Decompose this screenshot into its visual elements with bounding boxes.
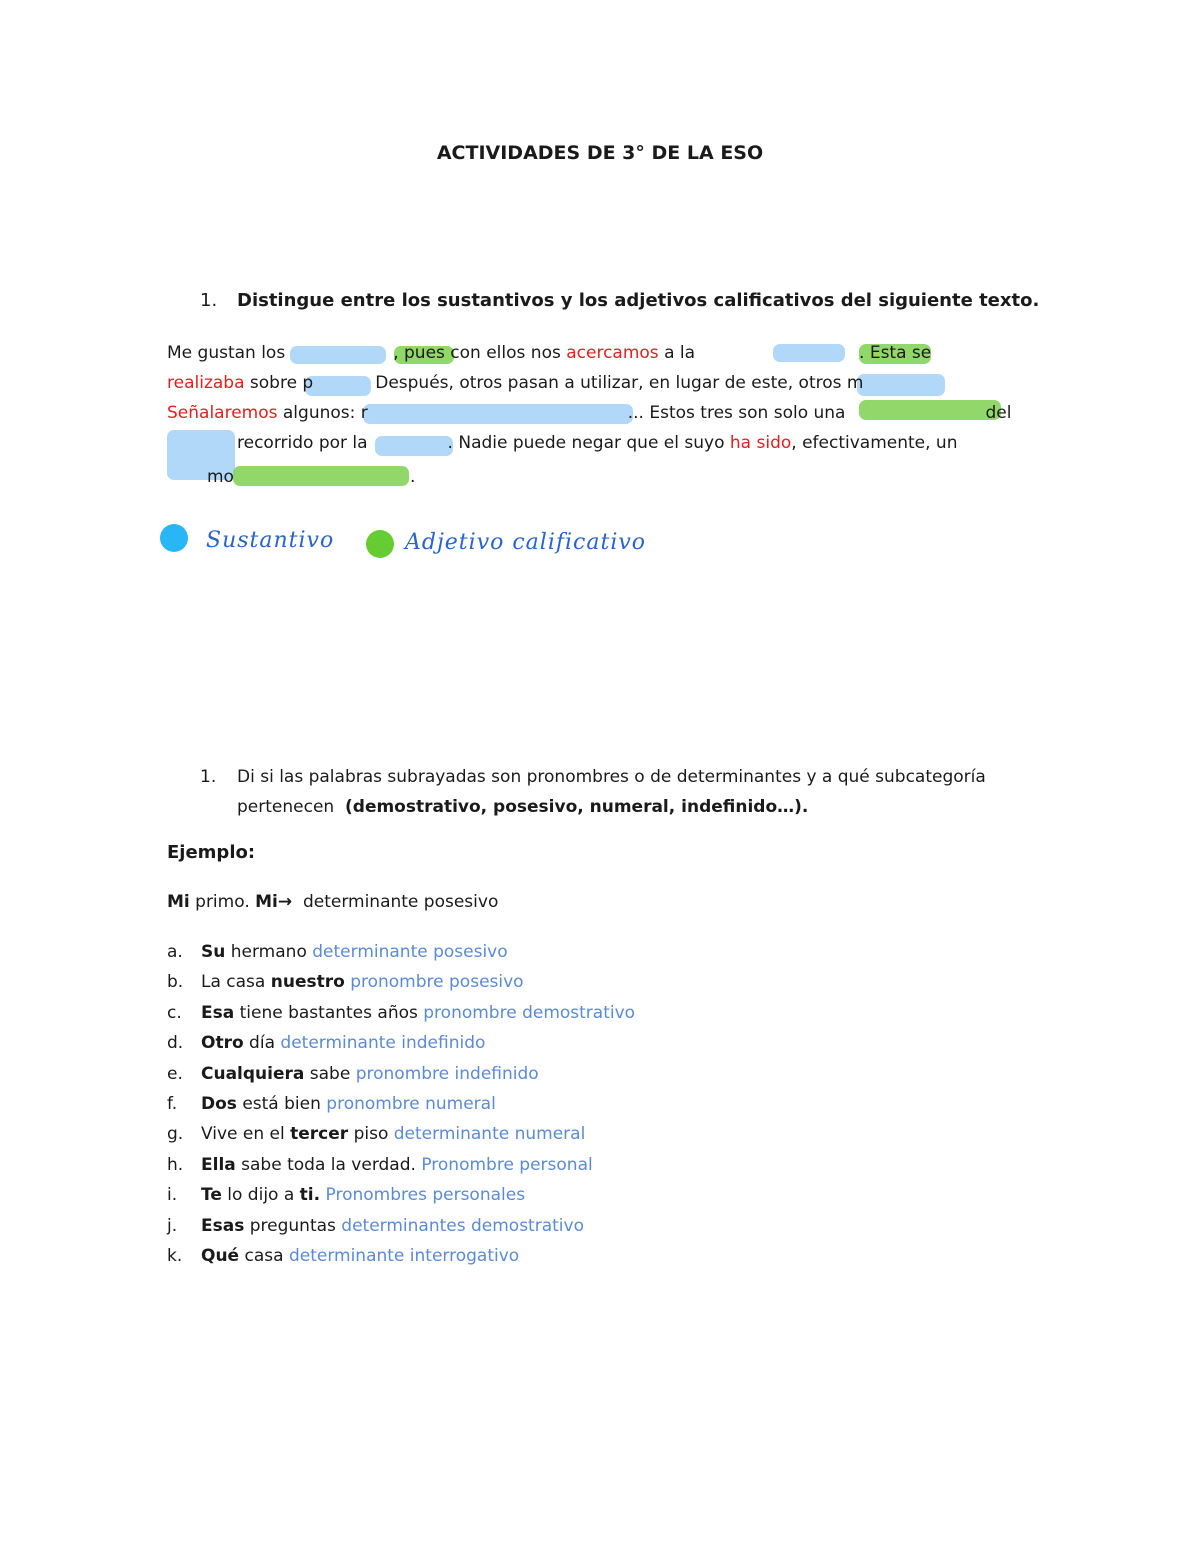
list-item bbox=[167, 942, 508, 962]
list-item-text: Vive en el bbox=[201, 1124, 291, 1145]
error-word: realizaba bbox=[167, 373, 245, 393]
text-run: . Nadie puede negar que el suyo bbox=[447, 433, 725, 453]
text-run: . bbox=[409, 467, 416, 487]
list-item-text: piso bbox=[348, 1124, 394, 1145]
list-item-text: sabe bbox=[304, 1063, 351, 1084]
list-item bbox=[167, 1094, 496, 1114]
list-item-answer: determinante posesivo bbox=[312, 942, 508, 962]
example-word: Mi bbox=[255, 892, 278, 912]
list-item-keyword: Cualquiera bbox=[201, 1063, 305, 1084]
text-run: algunos: r bbox=[282, 403, 368, 423]
noun-color-dot-icon bbox=[160, 524, 188, 552]
list-item-answer: pronombre numeral bbox=[326, 1094, 496, 1114]
list-item-text: La casa bbox=[201, 972, 271, 993]
example-word: Mi bbox=[167, 892, 190, 912]
question-2 bbox=[200, 762, 1040, 822]
list-item-letter: e. bbox=[167, 1063, 183, 1084]
text-run: del bbox=[985, 403, 1012, 423]
arrow-right-icon: → bbox=[277, 892, 293, 912]
list-item-answer: Pronombre personal bbox=[421, 1154, 593, 1175]
list-item-keyword: ti. bbox=[299, 1185, 321, 1206]
list-item-answer: determinante interrogativo bbox=[288, 1246, 520, 1266]
question-1-text: Distingue entre los sustantivos y los adjetivos calificativos del siguiente texto. bbox=[237, 290, 1040, 311]
list-item-text: hermano bbox=[225, 942, 307, 962]
list-item-letter: b. bbox=[167, 972, 184, 993]
question-1-number: 1. bbox=[200, 290, 218, 311]
list-item-letter: i. bbox=[167, 1185, 178, 1206]
list-item-answer: determinante numeral bbox=[393, 1124, 586, 1145]
text-run: primo. bbox=[195, 892, 250, 912]
question-2-line-1: Di si las palabras subrayadas son pronombres o de determinantes y a qué subcategoría bbox=[237, 767, 986, 787]
text-run: pertenecen bbox=[237, 797, 335, 817]
list-item-answer: determinante indefinido bbox=[280, 1033, 486, 1054]
paragraph-line-2 bbox=[167, 368, 863, 398]
list-item-text: tiene bastantes años bbox=[234, 1002, 418, 1023]
list-item-letter: c. bbox=[167, 1002, 182, 1023]
list-item-keyword: Esas bbox=[201, 1215, 245, 1236]
list-item-answer: pronombre indefinido bbox=[355, 1063, 539, 1084]
list-item bbox=[167, 1246, 519, 1266]
adjective-color-dot-icon bbox=[366, 530, 394, 558]
list-item-answer: determinantes demostrativo bbox=[341, 1215, 584, 1236]
list-item-text: lo dijo a bbox=[221, 1185, 300, 1206]
list-item-letter: d. bbox=[167, 1033, 184, 1054]
paragraph-line-3 bbox=[167, 398, 1011, 428]
list-item-letter: f. bbox=[167, 1094, 178, 1114]
list-item bbox=[167, 1124, 585, 1144]
list-item-text: sabe toda la verdad. bbox=[235, 1154, 422, 1175]
paragraph-line-4 bbox=[237, 428, 957, 458]
error-word: ha sido bbox=[729, 433, 792, 453]
list-item-letter: k. bbox=[167, 1246, 183, 1266]
error-word: Señalaremos bbox=[167, 403, 278, 423]
text-run: mo bbox=[207, 467, 234, 487]
list-item-text: está bien bbox=[236, 1094, 321, 1114]
example-heading: Ejemplo: bbox=[167, 842, 256, 863]
text-run: Después, otros pasan a utilizar, en lugar de este, otros m bbox=[375, 373, 864, 393]
paragraph-line-5 bbox=[207, 462, 415, 492]
list-item-keyword: Otro bbox=[201, 1033, 244, 1054]
list-item bbox=[167, 1216, 584, 1236]
error-word: acercamos bbox=[566, 343, 659, 363]
list-item bbox=[167, 1155, 593, 1175]
example-answer: determinante posesivo bbox=[302, 892, 499, 912]
list-item-text: día bbox=[243, 1033, 275, 1054]
exercise-paragraph bbox=[167, 338, 1037, 498]
list-item bbox=[167, 1185, 525, 1205]
list-item-keyword: Su bbox=[201, 942, 226, 962]
list-item bbox=[167, 1064, 539, 1084]
list-item-text: preguntas bbox=[244, 1215, 342, 1236]
list-item-keyword: Qué bbox=[201, 1246, 240, 1266]
noun-highlight bbox=[857, 374, 945, 396]
list-item-text: casa bbox=[239, 1246, 289, 1266]
list-item bbox=[167, 1003, 635, 1023]
list-item-answer: pronombre demostrativo bbox=[423, 1002, 636, 1023]
noun-legend-label: Sustantivo bbox=[206, 528, 335, 553]
list-item-letter: g. bbox=[167, 1124, 184, 1145]
text-run: Me gustan los bbox=[167, 343, 286, 363]
list-item-keyword: Te bbox=[201, 1185, 222, 1206]
text-run: recorrido por la bbox=[237, 433, 368, 453]
list-item-letter: j. bbox=[167, 1215, 178, 1236]
list-item-letter: h. bbox=[167, 1154, 184, 1175]
text-run: . Esta se bbox=[859, 343, 932, 363]
list-item-keyword: Esa bbox=[201, 1002, 235, 1023]
list-item-answer: Pronombres personales bbox=[325, 1185, 526, 1206]
category-list: (demostrativo, posesivo, numeral, indefinido…). bbox=[345, 797, 809, 817]
question-2-text bbox=[237, 762, 1037, 822]
text-run: , efectivamente, un bbox=[791, 433, 958, 453]
list-item-keyword: tercer bbox=[290, 1124, 349, 1145]
list-item-keyword: nuestro bbox=[270, 972, 345, 993]
paragraph-line-1 bbox=[167, 338, 931, 368]
text-run: ... Estos tres son solo una bbox=[627, 403, 846, 423]
document-title: ACTIVIDADES DE 3° DE LA ESO bbox=[436, 142, 764, 164]
adjective-legend-label: Adjetivo calificativo bbox=[405, 530, 647, 555]
list-item bbox=[167, 972, 524, 992]
list-item bbox=[167, 1033, 485, 1053]
list-item-answer: pronombre posesivo bbox=[350, 972, 524, 993]
text-run: , pues con ellos nos bbox=[393, 343, 561, 363]
question-1 bbox=[200, 290, 1039, 311]
example-line bbox=[167, 892, 498, 912]
question-2-line-2 bbox=[237, 792, 1037, 822]
list-item-letter: a. bbox=[167, 942, 183, 962]
question-2-number: 1. bbox=[200, 767, 217, 787]
list-item-keyword: Dos bbox=[201, 1094, 237, 1114]
text-run: a la bbox=[664, 343, 696, 363]
text-run: sobre p bbox=[249, 373, 314, 393]
list-item-keyword: Ella bbox=[201, 1154, 236, 1175]
